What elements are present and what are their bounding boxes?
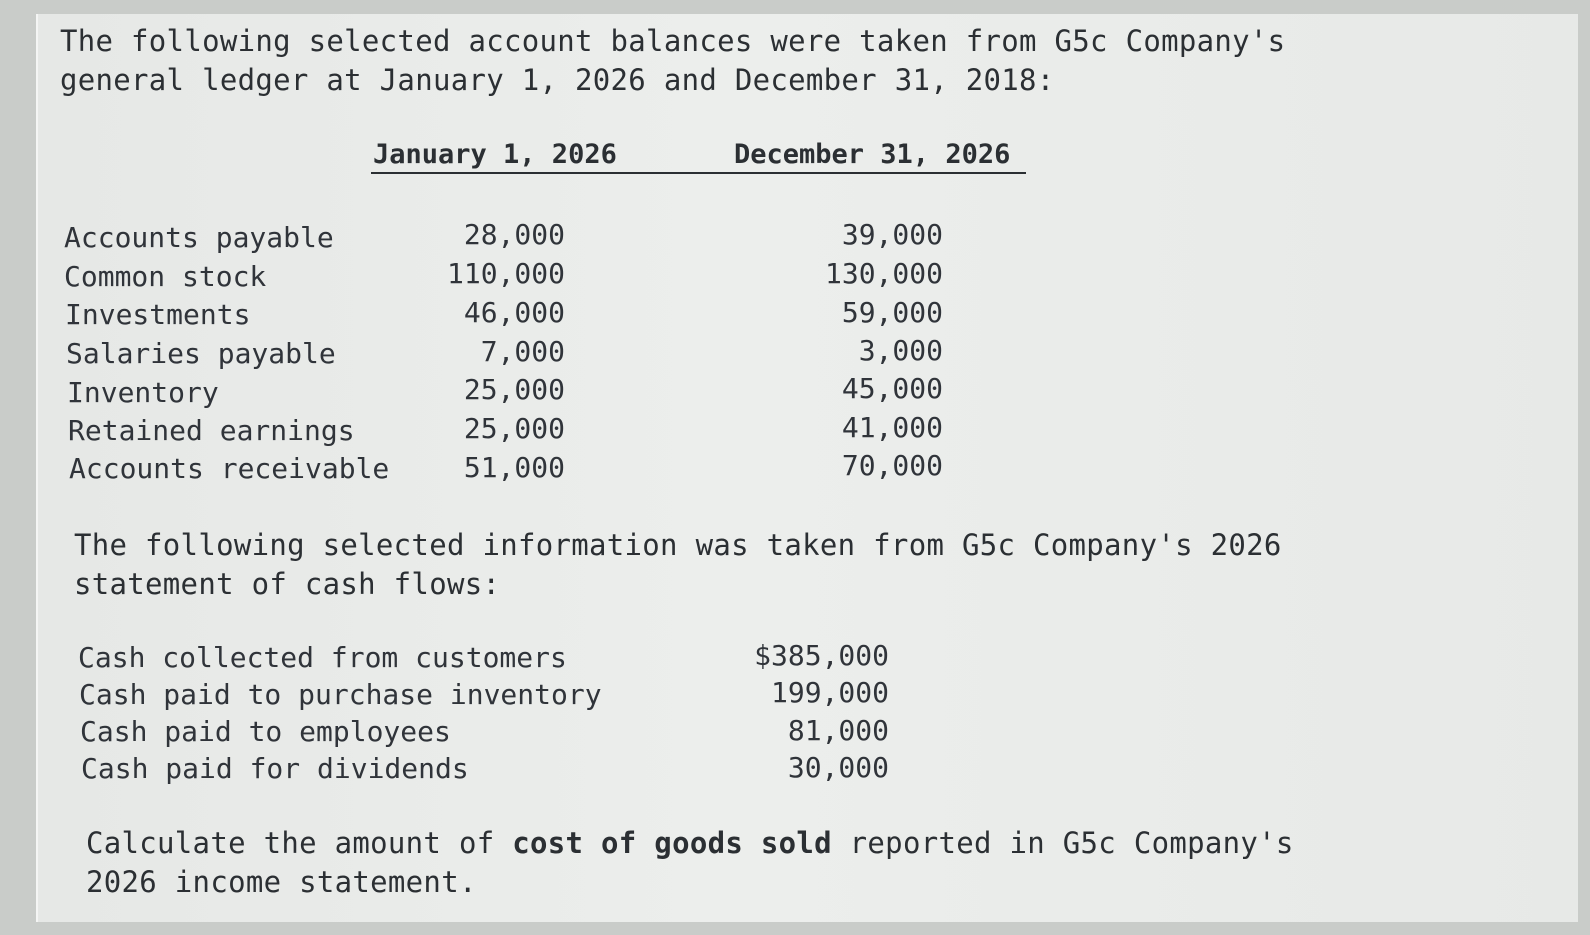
intro-line-1: The following selected account balances were taken from G5c Company's [60,24,1286,58]
column-header-january: January 1, 2026 [373,139,617,170]
cash-flow-amount: $385,000 [754,639,889,672]
row-jan-value: 110,000 [446,257,565,290]
row-dec-value: 130,000 [824,257,943,290]
column-header-december: December 31, 2026 [734,139,1011,170]
cash-flow-amount: 30,000 [787,751,889,784]
row-jan-value: 28,000 [463,218,565,251]
row-dec-value: 59,000 [841,296,943,329]
row-dec-value: 45,000 [841,372,943,405]
cash-flow-label: Cash paid to purchase inventory [79,678,602,711]
header-underline [371,172,1026,174]
intro-paragraph [60,22,1285,100]
row-label: Inventory [67,376,219,409]
row-label: Retained earnings [68,414,355,447]
intro-line-2: general ledger at January 1, 2026 and December 31, 2018: [60,63,1055,97]
cash-flow-intro-paragraph [74,526,1282,604]
cash-flow-label: Cash paid to employees [80,715,451,748]
row-label: Accounts receivable [69,452,390,485]
row-dec-value: 39,000 [841,218,943,251]
row-dec-value: 41,000 [841,411,943,444]
cash-flow-intro-line-1: The following selected information was taken from G5c Company's 2026 [74,528,1282,562]
row-dec-value: 3,000 [858,334,943,367]
row-jan-value: 25,000 [463,373,565,406]
row-label: Common stock [64,260,267,293]
cash-flow-amount: 81,000 [787,714,889,747]
question-text-post: reported in G5c Company's [831,826,1294,860]
question-paragraph [86,824,1294,902]
cash-flow-amount: 199,000 [770,676,889,709]
question-emphasis: cost of goods sold [512,826,832,860]
question-line-1 [86,824,1294,863]
row-jan-value: 46,000 [463,296,565,329]
document-page [36,14,1578,922]
row-jan-value: 7,000 [480,335,565,368]
row-label: Investments [65,298,251,331]
row-jan-value: 25,000 [463,412,565,445]
cash-flow-label: Cash collected from customers [78,641,567,674]
row-label: Salaries payable [66,337,336,370]
question-text-pre: Calculate the amount of [86,826,513,860]
row-label: Accounts payable [64,221,334,254]
cash-flow-label: Cash paid for dividends [81,752,469,785]
row-jan-value: 51,000 [463,451,565,484]
cash-flow-intro-line-2: statement of cash flows: [74,567,501,601]
question-line-2: 2026 income statement. [86,865,477,899]
row-dec-value: 70,000 [841,449,943,482]
